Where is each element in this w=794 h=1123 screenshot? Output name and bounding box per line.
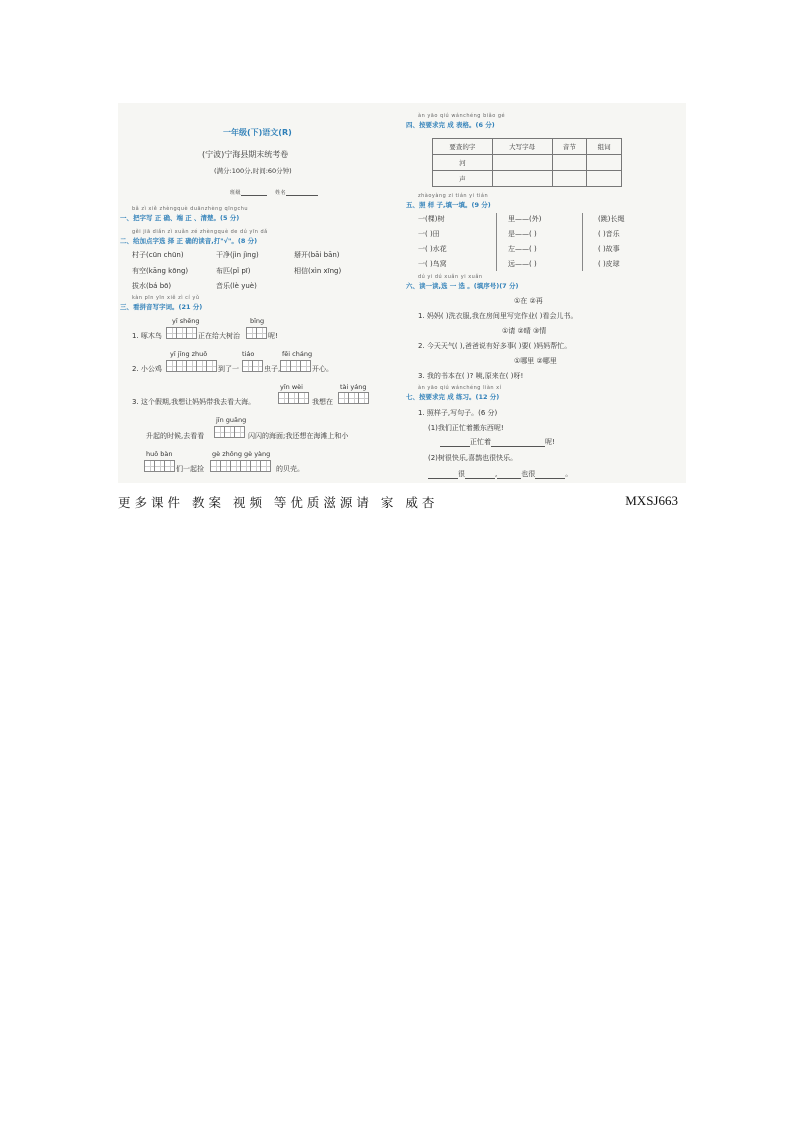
q3-text-c: 升起的时候,去看看 — [146, 432, 205, 440]
s4-pinyin: àn yāo qiú wánchéng biǎo gé — [418, 113, 506, 119]
table-blank-cell[interactable] — [587, 171, 622, 187]
s5-col3-item[interactable]: ( )皮球 — [598, 260, 620, 268]
q3-pinyin-5: gè zhǒng gè yàng — [212, 450, 271, 458]
table-blank-cell[interactable] — [587, 155, 622, 171]
s2-item: 相信(xìn xīng) — [294, 267, 342, 275]
section-6-heading: 六、读一读,选 一 选 。(填序号)(7 分) — [406, 282, 519, 290]
section-2-heading: 二、给加点字选 择 正 确的读音,打"√"。(8 分) — [120, 237, 258, 245]
table-blank-cell[interactable] — [552, 155, 587, 171]
s7-answer-2[interactable]: 很 , 也很 。 — [428, 469, 572, 479]
q3-text-f: 的贝壳。 — [276, 465, 304, 473]
section-4-heading: 四、按要求完 成 表格。(6 分) — [406, 121, 495, 129]
q2-boxes-3[interactable] — [280, 360, 310, 372]
q1-text-b: 正在给大树治 — [198, 332, 240, 340]
q1-text-c: 呢! — [268, 332, 278, 340]
s2-item: 有空(kāng kōng) — [132, 267, 189, 275]
exam-scan — [118, 103, 686, 483]
s5-col2-item[interactable]: 左——( ) — [508, 245, 537, 253]
s6-pinyin: dú yi dú xuǎn yi xuǎn — [418, 274, 483, 280]
s6-options-1: ①在 ②再 — [514, 297, 543, 305]
s5-col1-item[interactable]: 一( )鸟窝 — [418, 260, 447, 268]
footer-banner — [118, 493, 678, 513]
table-cell: 声 — [433, 171, 493, 187]
q3-text-d: 闪闪的海面;我还想在海滩上和小 — [248, 432, 349, 440]
s2-item: 音乐(lè yuè) — [216, 282, 257, 290]
s6-question-1[interactable]: 1. 妈妈( )洗衣服,我在房间里写完作业( )看会儿书。 — [418, 312, 578, 320]
q2-boxes-1[interactable] — [166, 360, 216, 372]
q3-boxes-2[interactable] — [338, 392, 368, 404]
q3-pinyin-2: tài yáng — [340, 383, 367, 391]
table-blank-cell[interactable] — [552, 171, 587, 187]
right-column — [404, 103, 686, 483]
s5-col2-item[interactable]: 远——( ) — [508, 260, 537, 268]
s7-example-1: (1)我们正忙着搬东西呢! — [428, 424, 504, 432]
s2-item: 村子(cūn chūn) — [132, 251, 184, 259]
table-header: 要查的字 — [433, 139, 493, 155]
q1-pinyin-2: bīng — [250, 317, 265, 325]
s5-col3-item[interactable]: ( )故事 — [598, 245, 620, 253]
table-header: 音节 — [552, 139, 587, 155]
s7-answer-1[interactable]: 正忙着 呢! — [440, 437, 555, 447]
s2-pinyin: gěi jiā diǎn zì xuǎn zé zhèngquè de dú yīn dǎ — [132, 229, 268, 235]
q2-pinyin-1: yī jīng zhuō — [170, 350, 208, 358]
q3-pinyin-4: huǒ bàn — [146, 450, 173, 458]
s5-col1-item[interactable]: 一( )田 — [418, 230, 440, 238]
s5-col2-item[interactable]: 是——( ) — [508, 230, 537, 238]
q2-text-b: 到了一 — [218, 365, 239, 373]
q1-boxes-2[interactable] — [246, 327, 266, 339]
table-header: 大写字母 — [492, 139, 552, 155]
q3-boxes-5[interactable] — [210, 460, 270, 472]
q1-boxes-1[interactable] — [166, 327, 196, 339]
s5-col2-item: 里——(外) — [508, 215, 542, 223]
s7-example-2: (2)树很快乐,喜鹊也很快乐。 — [428, 454, 518, 462]
q3-text-b: 我想在 — [312, 398, 333, 406]
section-1-heading: 一、把字写 正 确、端 正 、清楚。(5 分) — [120, 214, 240, 222]
s5-col1-item[interactable]: 一( )水花 — [418, 245, 447, 253]
lookup-table — [432, 138, 622, 187]
exam-title: (宁波)宁海县期末统考卷 — [202, 150, 289, 159]
q2-boxes-2[interactable] — [242, 360, 262, 372]
s5-col3-item: (跳)长绳 — [598, 215, 625, 223]
q3-boxes-3[interactable] — [214, 426, 244, 438]
footer-code: MXSJ663 — [625, 493, 678, 508]
table-row — [433, 171, 622, 187]
s2-item: 拔水(bá bō) — [132, 282, 172, 290]
q3-pinyin-1: yīn wèi — [280, 383, 303, 391]
q3-pinyin-3: jīn guāng — [216, 416, 247, 424]
table-row — [433, 155, 622, 171]
section-7-heading: 七、按要求完 成 练习。(12 分) — [406, 393, 500, 401]
q2-text-d: 开心。 — [312, 365, 333, 373]
q3-text-e: 们一起捡 — [176, 465, 204, 473]
s2-item: 干净(jìn jìng) — [216, 251, 259, 259]
divider — [496, 213, 497, 271]
left-column — [118, 103, 402, 483]
s6-question-2[interactable]: 2. 今天天气( ),爸爸说有好多事( )要( )妈妈帮忙。 — [418, 342, 572, 350]
q3-boxes-1[interactable] — [278, 392, 308, 404]
q2-pinyin-2: tiáo — [242, 350, 255, 358]
s3-pinyin: kàn pīn yīn xiě zì cí yǔ — [132, 295, 200, 301]
q2-pinyin-3: fēi cháng — [282, 350, 313, 358]
q2-text-c: 虫子, — [264, 365, 281, 373]
q1-pinyin-1: yī shēng — [172, 317, 200, 325]
s5-pinyin: zhàoyàng zi tián yi tián — [418, 193, 489, 199]
s1-pinyin: bǎ zì xiě zhèngquè duānzhèng qīngchu — [132, 206, 249, 212]
s5-col1-item: 一(棵)树 — [418, 215, 445, 223]
s7-pinyin: àn yāo qiú wánchéng liàn xí — [418, 385, 502, 391]
divider — [582, 213, 583, 271]
q2-text-a: 2. 小公鸡 — [132, 365, 162, 373]
table-blank-cell[interactable] — [492, 171, 552, 187]
s6-options-2: ①请 ②晴 ③情 — [502, 327, 547, 335]
exam-info: (满分:100分,时间:60分钟) — [214, 167, 292, 175]
s5-col3-item[interactable]: ( )音乐 — [598, 230, 620, 238]
table-header-row — [433, 139, 622, 155]
q1-text-a: 1. 啄木鸟 — [132, 332, 162, 340]
s7-question-1: 1. 照样子,写句子。(6 分) — [418, 409, 498, 417]
section-3-heading: 三、看拼音写字词。(21 分) — [120, 303, 203, 311]
grade-title: 一年级(下)语文(R) — [223, 128, 292, 137]
s6-question-3[interactable]: 3. 我的书本在( )? 咦,原来在( )呀! — [418, 372, 524, 380]
s2-item: 掰开(bāi bān) — [294, 251, 340, 259]
footer-promo-text: 更多课件 教案 视频 等优质滋源请 家 威杏 — [118, 495, 439, 510]
s2-item: 布匹(pǐ pī) — [216, 267, 251, 275]
q3-boxes-4[interactable] — [144, 460, 174, 472]
table-header: 组词 — [587, 139, 622, 155]
table-cell: 河 — [433, 155, 493, 171]
class-field[interactable]: 班级 姓名 — [230, 187, 318, 196]
s6-options-3: ①哪里 ②哪里 — [514, 357, 557, 365]
table-blank-cell[interactable] — [492, 155, 552, 171]
section-5-heading: 五、照 样 子,填一填。(9 分) — [406, 201, 491, 209]
q3-text-a: 3. 这个假期,我想让妈妈带我去看大海。 — [132, 398, 256, 406]
